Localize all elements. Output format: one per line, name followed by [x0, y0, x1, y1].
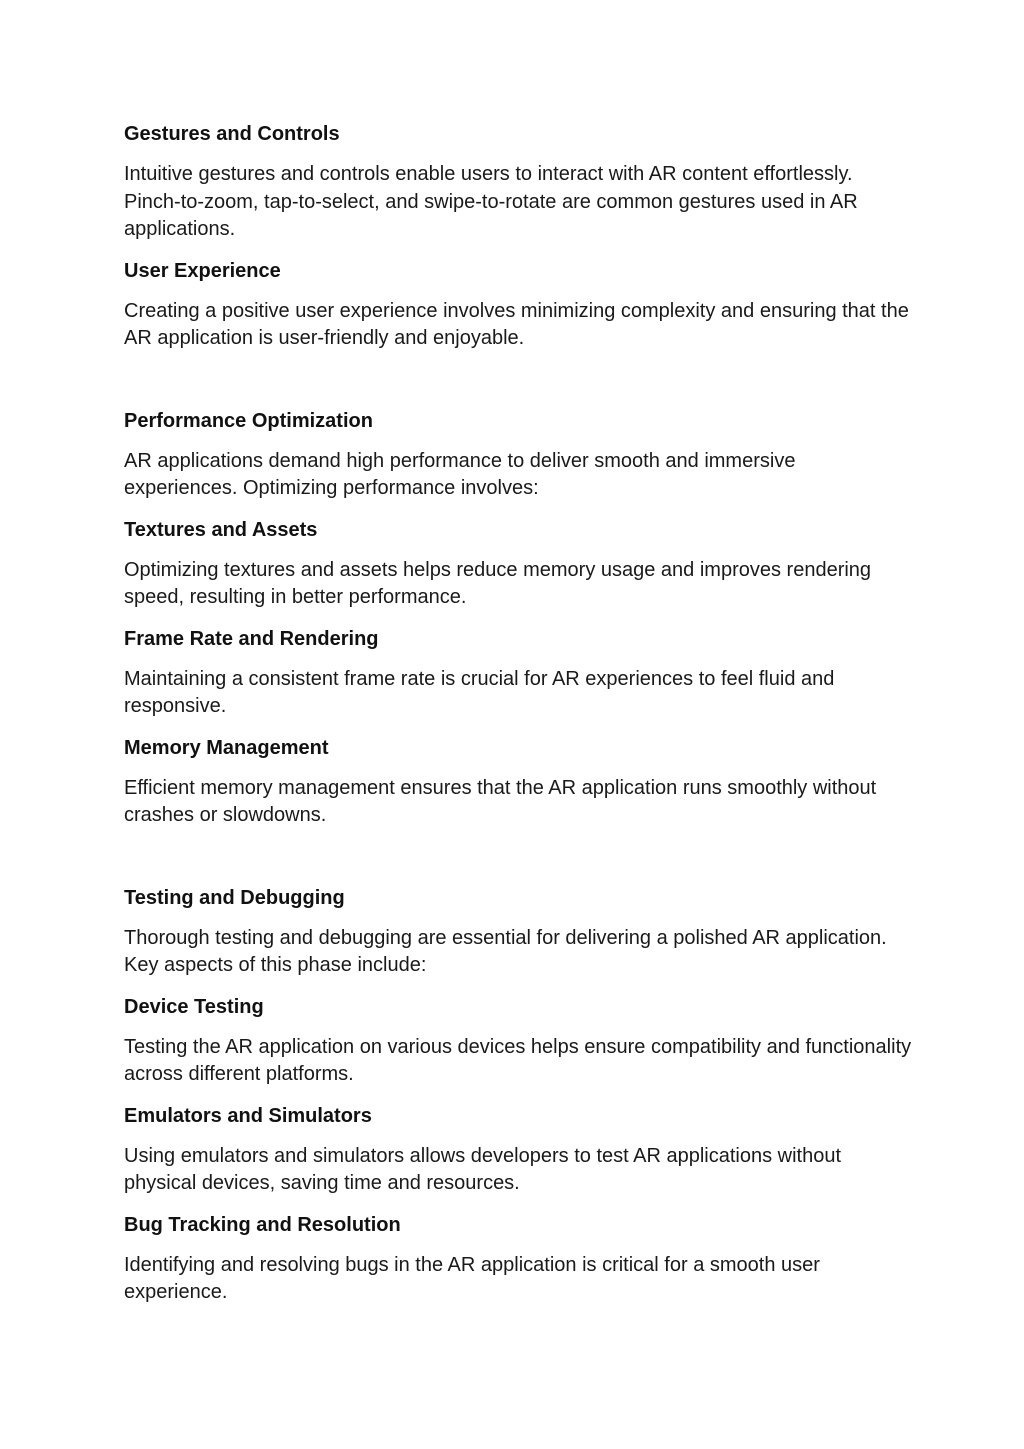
section-performance-optimization	[124, 407, 914, 830]
paragraph-user-experience: Creating a positive user experience involves minimizing complexity and ensuring that the AR application is user-friendly and enjoyable.	[124, 299, 909, 349]
paragraph-textures-and-assets: Optimizing textures and assets helps reduce memory usage and improves rendering speed, resulting in better performance.	[124, 558, 872, 608]
heading-textures-and-assets: Textures and Assets	[124, 518, 318, 541]
heading-emulators-and-simulators: Emulators and Simulators	[124, 1104, 372, 1127]
paragraph-device-testing: Testing the AR application on various devices helps ensure compatibility and functionality across different platforms.	[124, 1035, 912, 1085]
paragraph-performance-optimization: AR applications demand high performance to deliver smooth and immersive experiences. Optimizing performance involves:	[124, 449, 796, 499]
heading-testing-and-debugging: Testing and Debugging	[124, 886, 345, 909]
paragraph-bug-tracking-and-resolution: Identifying and resolving bugs in the AR application is critical for a smooth user experience.	[124, 1253, 820, 1303]
paragraph-gestures-and-controls: Intuitive gestures and controls enable users to interact with AR content effortlessly. Pinch-to-zoom, tap-to-select, and swipe-to-rotate are common gestures used in AR applications.	[124, 163, 858, 240]
heading-performance-optimization: Performance Optimization	[124, 409, 373, 432]
paragraph-frame-rate-and-rendering: Maintaining a consistent frame rate is crucial for AR experiences to feel fluid and responsive.	[124, 667, 835, 717]
section-testing-and-debugging	[124, 884, 914, 1307]
paragraph-testing-and-debugging: Thorough testing and debugging are essential for delivering a polished AR application. Key aspects of this phase include:	[124, 926, 887, 976]
heading-memory-management: Memory Management	[124, 736, 329, 759]
section-gestures-ux	[124, 120, 914, 353]
paragraph-emulators-and-simulators: Using emulators and simulators allows developers to test AR applications without physical devices, saving time and resources.	[124, 1144, 842, 1194]
heading-bug-tracking-and-resolution: Bug Tracking and Resolution	[124, 1213, 401, 1236]
heading-device-testing: Device Testing	[124, 995, 264, 1018]
paragraph-memory-management: Efficient memory management ensures that the AR application runs smoothly without crashes or slowdowns.	[124, 776, 877, 826]
heading-gestures-and-controls: Gestures and Controls	[124, 123, 340, 145]
document-page	[124, 120, 914, 1307]
heading-user-experience: User Experience	[124, 259, 281, 282]
heading-frame-rate-and-rendering: Frame Rate and Rendering	[124, 627, 379, 650]
